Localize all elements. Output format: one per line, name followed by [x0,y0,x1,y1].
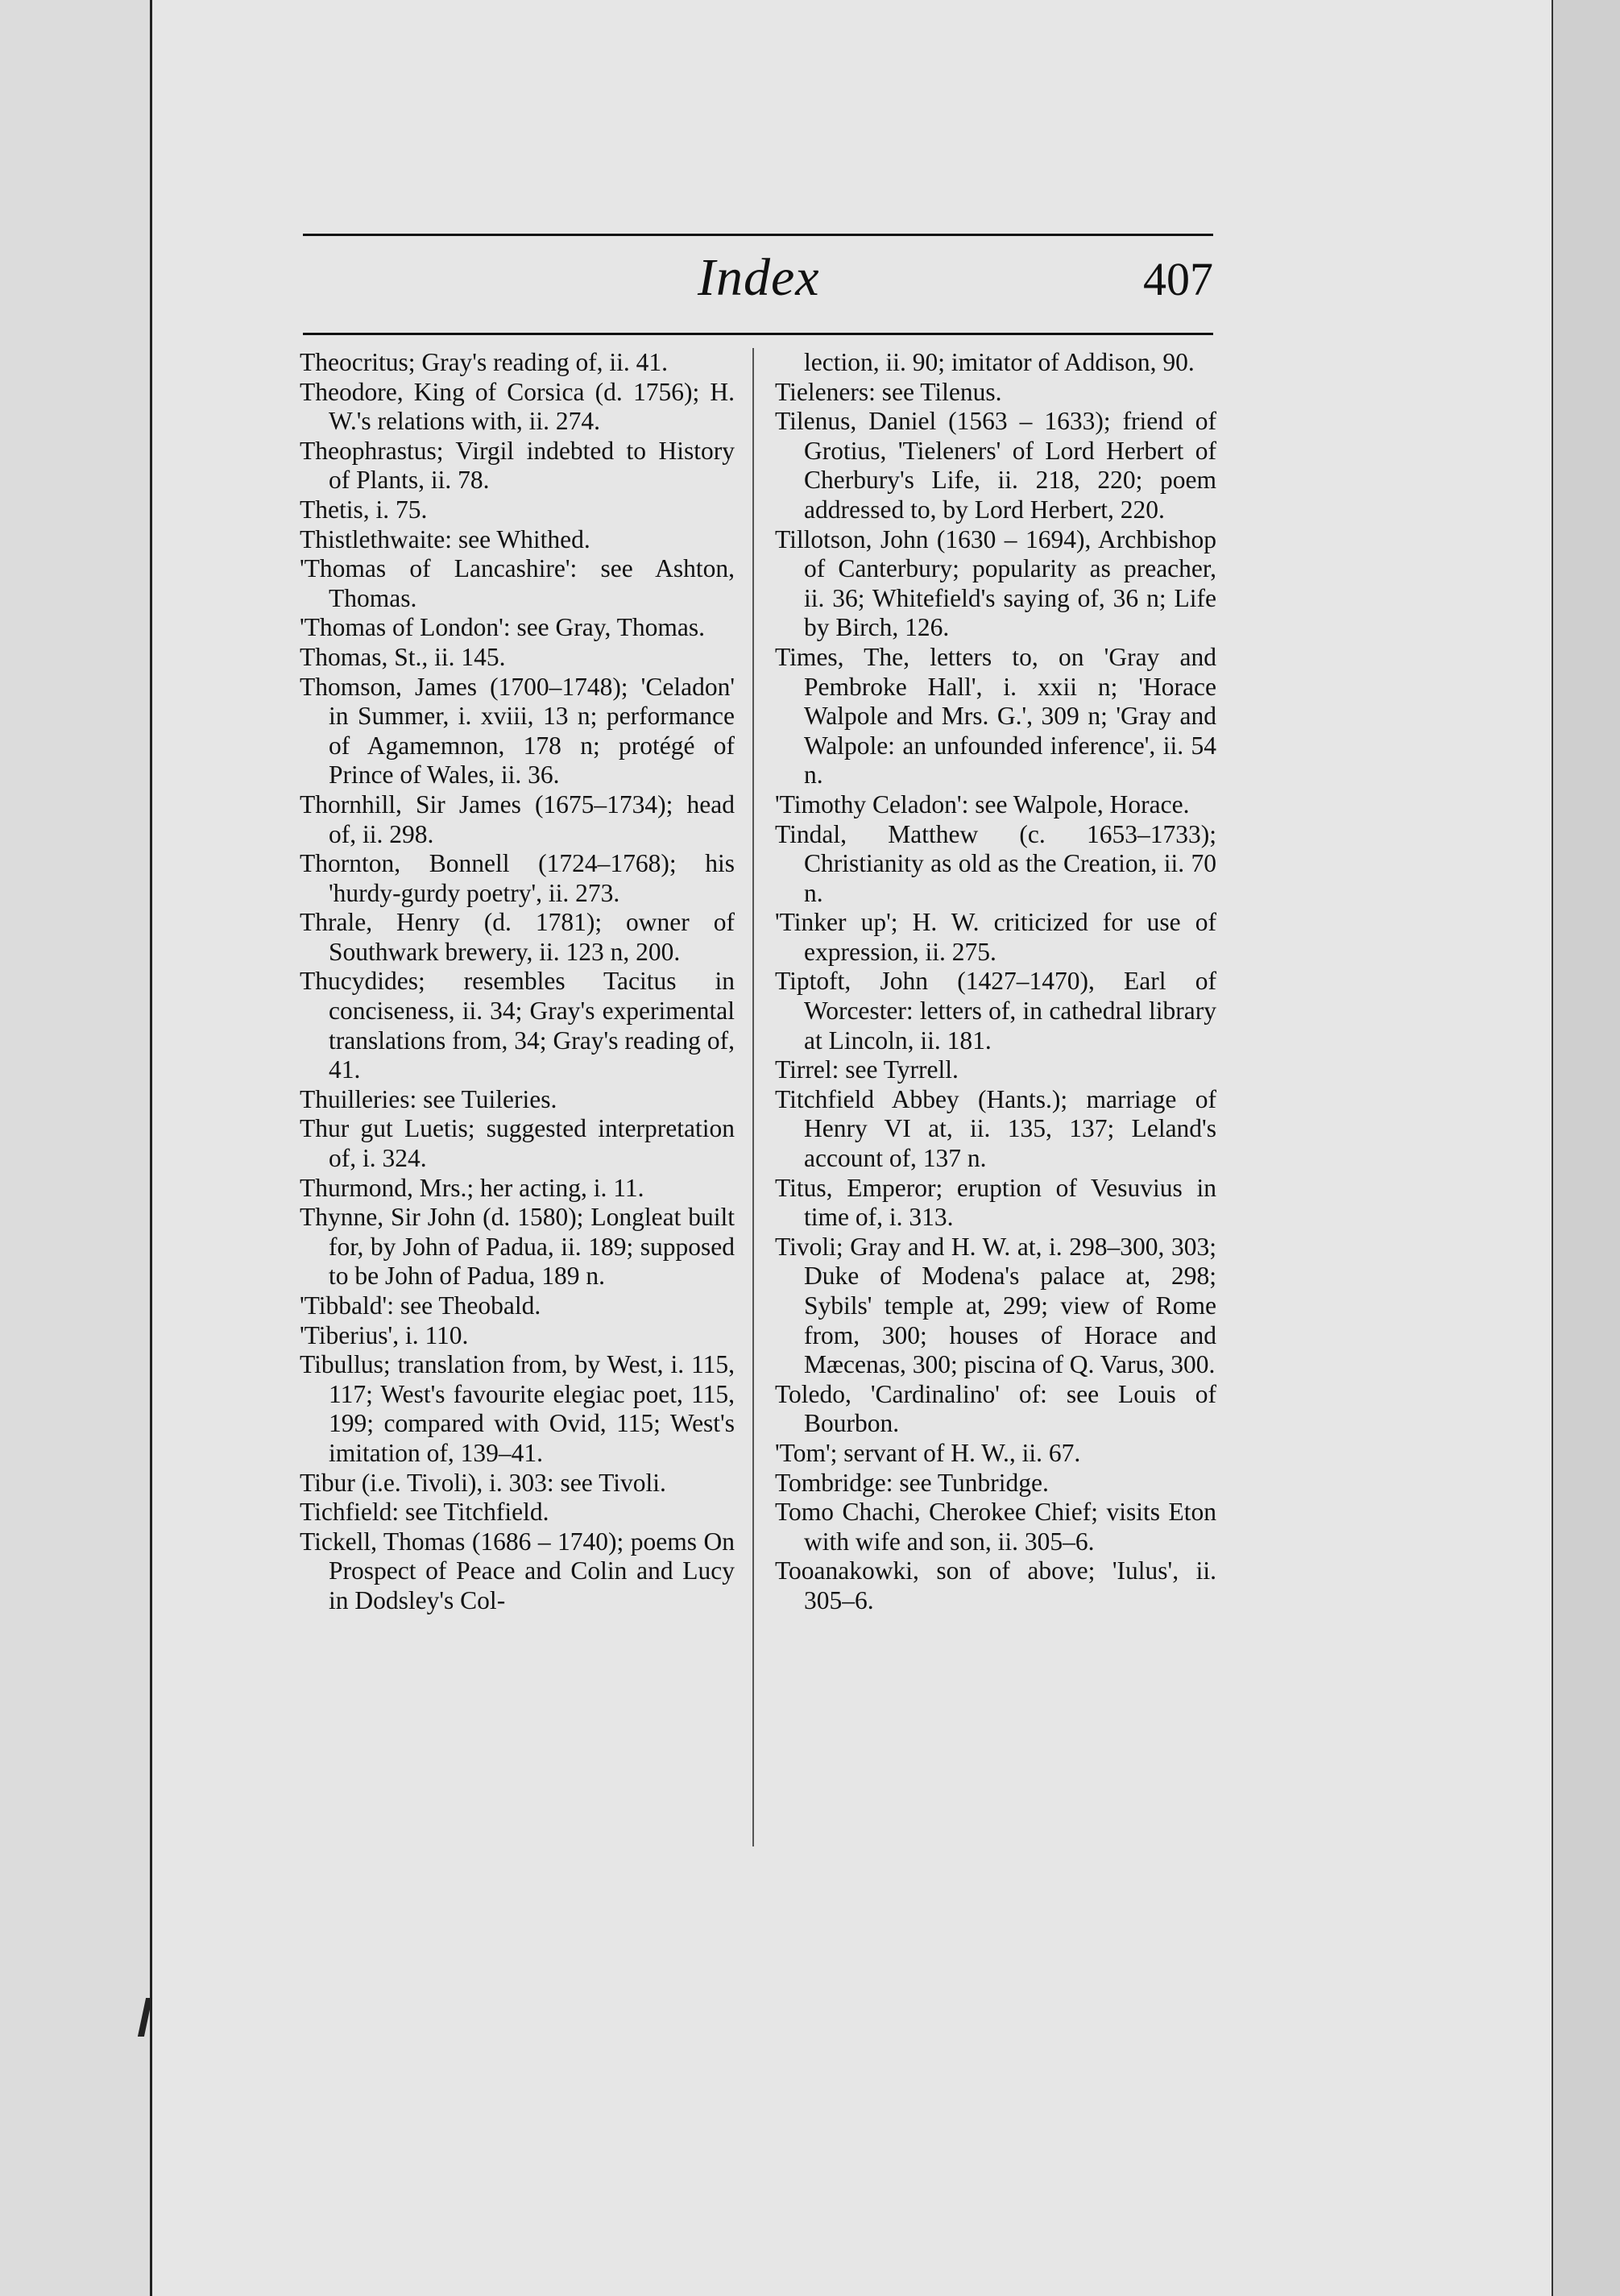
index-entry: Tibullus; translation from, by West, i. 115, 117; West's favourite elegiac poet, 115, 199; compared with Ovid, 115; West's imitation of, 139–41. [300,1350,735,1467]
index-entry: Thrale, Henry (d. 1781); owner of Southwark brewery, ii. 123 n, 200. [300,908,735,966]
index-entry: 'Tibbald': see Theobald. [300,1291,541,1320]
index-entry: Thuilleries: see Tuileries. [300,1084,557,1113]
index-entry: 'Thomas of London': see Gray, Thomas. [300,613,706,642]
column-divider [752,348,754,1846]
index-entry: Thistlethwaite: see Whithed. [300,524,590,553]
index-entry: 'Tom'; servant of H. W., ii. 67. [775,1438,1081,1467]
index-entry: Theocritus; Gray's reading of, ii. 41. [300,348,669,376]
index-entry: Thetis, i. 75. [300,495,428,524]
index-entry: 'Tiberius', i. 110. [300,1320,469,1349]
index-entry: Thomson, James (1700–1748); 'Celadon' in Summer, i. xviii, 13 n; performance of Agamemnon, 178 n; protégé of Prince of Wales, ii. 36. [300,672,735,790]
index-entry: Toledo, 'Cardinalino' of: see Louis of Bourbon. [775,1379,1216,1438]
index-entry: Titchfield Abbey (Hants.); marriage of Henry VI at, ii. 135, 137; Leland's account of, 137 n. [775,1084,1216,1173]
page-number: 407 [1143,253,1213,305]
index-entry: Thornhill, Sir James (1675–1734); head of, ii. 298. [300,790,735,848]
index-entry: Thucydides; resembles Tacitus in conciseness, ii. 34; Gray's experimental translations from, 34; Gray's reading of, 41. [300,967,735,1084]
index-entry: 'Thomas of Lancashire': see Ashton, Thomas. [300,554,735,612]
index-entry: Thornton, Bonnell (1724–1768); his 'hurdy-gurdy poetry', ii. 273. [300,849,735,907]
page-title: Index [698,248,820,307]
page-edge [1552,0,1620,2296]
index-entry: Tirrel: see Tyrrell. [775,1055,959,1084]
index-entry: Tindal, Matthew (c. 1653–1733); Christianity as old as the Creation, ii. 70 n. [775,819,1216,907]
index-entry-continuation: lection, ii. 90; imitator of Addison, 90. [804,348,1195,376]
index-entry: Thynne, Sir John (d. 1580); Longleat built for, by John of Padua, ii. 189; supposed to be John of Padua, 189 n. [300,1203,735,1291]
index-entry: Tomo Chachi, Cherokee Chief; visits Eton with wife and son, ii. 305–6. [775,1498,1216,1556]
running-head [303,234,1213,335]
index-entry: Tiptoft, John (1427–1470), Earl of Worcester: letters of, in cathedral library at Lincoln, ii. 181. [775,967,1216,1055]
index-entry: Tibur (i.e. Tivoli), i. 303: see Tivoli. [300,1468,666,1497]
index-entry: Tieleners: see Tilenus. [775,377,1002,406]
index-entry: Tichfield: see Titchfield. [300,1498,549,1527]
index-entry: Tivoli; Gray and H. W. at, i. 298–300, 303; Duke of Modena's palace at, 298; Sybils' temple at, 299; view of Rome from, 300; houses of Horace and Mæcenas, 300; piscina of Q. Varus, 300. [775,1232,1216,1379]
index-entry: Tombridge: see Tunbridge. [775,1468,1049,1497]
index-entry: Thomas, St., ii. 145. [300,642,506,671]
index-entry: Theophrastus; Virgil indebted to History of Plants, ii. 78. [300,436,735,495]
index-column-right [775,348,1216,1616]
index-entry: Times, The, letters to, on 'Gray and Pembroke Hall', i. xxii n; 'Horace Walpole and Mrs. G.', 309 n; 'Gray and Walpole: an unfounded inference', ii. 54 n. [775,642,1216,790]
index-entry: Tilenus, Daniel (1563 – 1633); friend of Grotius, 'Tieleners' of Lord Herbert of Cherbury's Life, ii. 218, 220; poem addressed to, by Lord Herbert, 220. [775,407,1216,524]
index-entry: Thurmond, Mrs.; her acting, i. 11. [300,1173,644,1202]
index-entry: 'Tinker up'; H. W. criticized for use of expression, ii. 275. [775,908,1216,966]
index-entry: 'Timothy Celadon': see Walpole, Horace. [775,790,1190,819]
index-entry: Tooanakowki, son of above; 'Iulus', ii. 305–6. [775,1556,1216,1614]
index-entry: Tillotson, John (1630 – 1694), Archbishop of Canterbury; popularity as preacher, ii. 36; Whitefield's saying of, 36 n; Life by Birch, 126. [775,524,1216,642]
index-column-left [300,348,735,1616]
index-entry: Thur gut Luetis; suggested interpretation of, i. 324. [300,1114,735,1173]
index-entry: Titus, Emperor; eruption of Vesuvius in time of, i. 313. [775,1173,1216,1232]
index-entry: Tickell, Thomas (1686 – 1740); poems On Prospect of Peace and Colin and Lucy in Dodsley's Col- [300,1527,735,1614]
index-entry: Theodore, King of Corsica (d. 1756); H. W.'s relations with, ii. 274. [300,377,735,436]
